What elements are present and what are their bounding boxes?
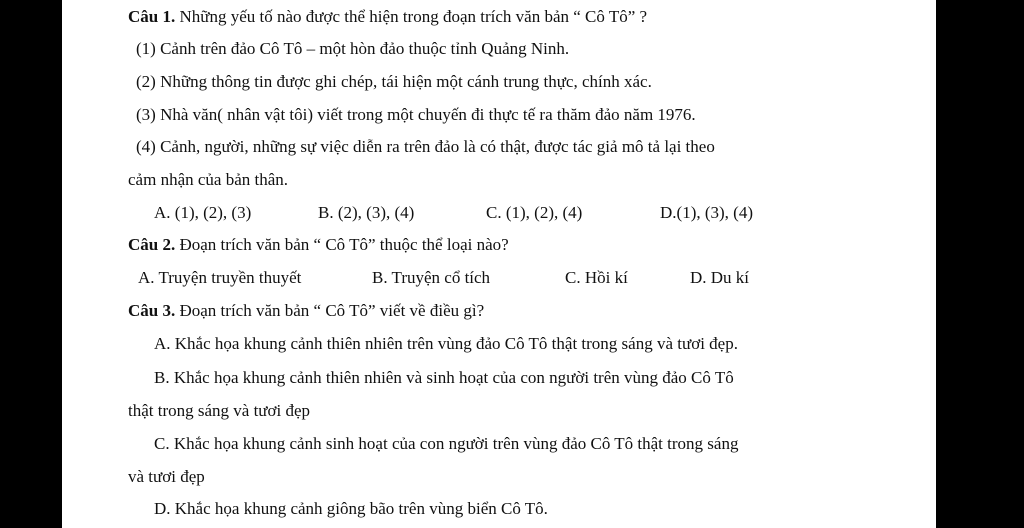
q1-item-2: (2) Những thông tin được ghi chép, tái hiện một cánh trung thực, chính xác. <box>136 72 652 91</box>
q2-option-b: B. Truyện cổ tích <box>372 268 491 287</box>
question-2-text: Đoạn trích văn bản “ Cô Tô” thuộc thể loại nào? <box>175 235 509 254</box>
q1-option-c: C. (1), (2), (4) <box>486 203 583 222</box>
q3-option-b: B. Khắc họa khung cảnh thiên nhiên và sinh hoạt của con người trên vùng đảo Cô Tô <box>154 368 734 387</box>
question-3-label: Câu 3. <box>128 301 176 320</box>
q3-option-d: D. Khắc họa khung cảnh giông bão trên vùng biển Cô Tô. <box>154 499 548 518</box>
question-2-heading <box>128 234 509 256</box>
q2-option-c: C. Hồi kí <box>565 268 628 287</box>
q2-option-a: A. Truyện truyền thuyết <box>138 268 302 287</box>
question-1-text: Những yếu tố nào được thể hiện trong đoạn trích văn bản “ Cô Tô” ? <box>175 7 648 26</box>
q1-item-1: (1) Cảnh trên đảo Cô Tô – một hòn đảo thuộc tỉnh Quảng Ninh. <box>136 39 570 58</box>
document-page <box>62 0 936 528</box>
q1-option-b: B. (2), (3), (4) <box>318 203 415 222</box>
question-1-label: Câu 1. <box>128 7 176 26</box>
q1-option-d: D.(1), (3), (4) <box>660 203 753 222</box>
q1-item-4: (4) Cảnh, người, những sự việc diễn ra trên đảo là có thật, được tác giả mô tả lại theo <box>136 137 715 156</box>
q2-option-d: D. Du kí <box>690 268 750 287</box>
q3-option-c: C. Khắc họa khung cảnh sinh hoạt của con người trên vùng đảo Cô Tô thật trong sáng <box>154 434 739 453</box>
q1-item-4-continued: cảm nhận của bản thân. <box>128 170 289 189</box>
question-3-heading <box>128 300 484 322</box>
q3-option-b-continued: thật trong sáng và tươi đẹp <box>128 401 311 420</box>
q1-item-3: (3) Nhà văn( nhân vật tôi) viết trong một chuyến đi thực tế ra thăm đảo năm 1976. <box>136 105 696 124</box>
q1-option-a: A. (1), (2), (3) <box>154 203 252 222</box>
q3-option-c-continued: và tươi đẹp <box>128 467 205 486</box>
question-2-label: Câu 2. <box>128 235 176 254</box>
question-1-heading <box>128 6 647 28</box>
question-3-text: Đoạn trích văn bản “ Cô Tô” viết về điều gì? <box>175 301 485 320</box>
q3-option-a: A. Khắc họa khung cảnh thiên nhiên trên vùng đảo Cô Tô thật trong sáng và tươi đẹp. <box>154 334 738 353</box>
